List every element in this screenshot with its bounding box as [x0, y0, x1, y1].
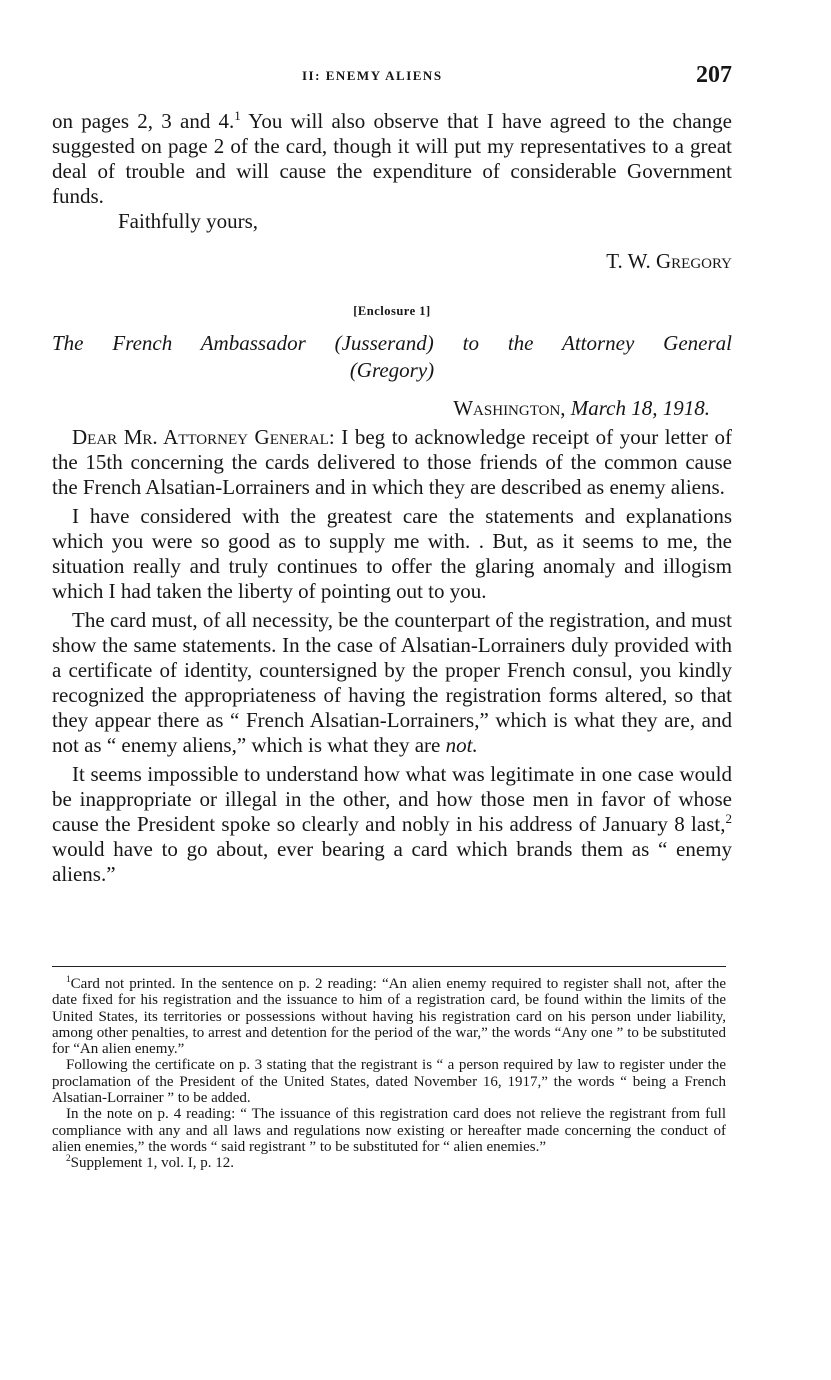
dateline	[52, 396, 732, 421]
running-head: II: ENEMY ALIENS	[302, 68, 443, 83]
footnotes	[52, 976, 726, 1172]
signature	[52, 249, 732, 274]
paragraph-text: would have to go about, ever bearing a card which brands them as “ enemy aliens.”	[52, 837, 732, 886]
complimentary-close: Faithfully yours,	[118, 209, 258, 233]
letter-title-line-2: (Gregory)	[349, 358, 435, 382]
letter-title-line-1: The French Ambassador (Jusserand) to the Attorney General	[52, 331, 732, 355]
footnote-mark-1: 1	[66, 975, 71, 985]
paragraph-1	[52, 425, 732, 500]
paragraph-text: It seems impossible to understand how what was legitimate in one case would be inappropriate or illegal in the other, and how those men in favor of whose cause the President spoke so clearly and nobly in his address of January 8 last,	[52, 762, 732, 836]
footnote-text: Supplement 1, vol. I, p. 12.	[70, 1155, 234, 1172]
salutation: Dear Mr. Attorney General:	[72, 425, 335, 449]
paragraph-text: The card must, of all necessity, be the counterpart of the registration, and must show the same statements. In the case of Alsatian-Lorrainers duly provided with a certificate of identity, countersigned by the proper French consul, you kindly recognized the appropriateness of having the registration forms altered, so that they appear there as “ French Alsatian-Lorrainers,” which is what they are, and not as “ enemy aliens,” which is what they are	[52, 608, 732, 757]
footnote-1-note: In the note on p. 4 reading: “ The issuance of this registration card does not relieve the registrant from full compliance with any and all laws and regulations now existing or hereafter made concerning the conduct of alien enemies,” the words “ said registrant ” to be substituted for “ alien enemies.”	[52, 1106, 726, 1155]
letter-title	[52, 330, 732, 384]
emphasis-not: not.	[445, 733, 478, 757]
dateline-date: March 18, 1918.	[570, 396, 710, 420]
footnote-1-continued: Following the certificate on p. 3 stating that the registrant is “ a person required by law to register under the proclamation of the President of the United States, dated November 16, 1917,” the words “ being a French Alsatian-Lorrainer ” to be added.	[52, 1057, 726, 1107]
page-header	[52, 62, 732, 94]
paragraph-text: on pages 2, 3 and 4.	[52, 109, 235, 133]
continuation-paragraph	[52, 109, 732, 209]
footnote-1	[52, 976, 726, 1057]
paragraph-text: You will also observe that I have agreed to the change suggested on page 2 of the card, though it will put my representatives to a great deal of trouble and will cause the expenditure of considerable Government funds.	[52, 109, 732, 208]
footnote-text: Card not printed. In the sentence on p. 2 reading: “An alien enemy required to register shall not, after the date fixed for his registration and the issuance to him of a registration card, be found within the limits of the United States, its territories or possessions without having his registration card on his person under liability, among other penalties, to arrest and detention for the period of the war,” the words “Any one ” to be substituted for “An alien enemy.”	[52, 976, 726, 1058]
paragraph-2: I have considered with the greatest care the statements and explanations which you were so good as to supply me with. . But, as it seems to me, the situation really and truly continues to offer the glaring anomaly and illogism which I had taken the liberty of pointing out to you.	[52, 504, 732, 603]
footnote-2	[52, 1155, 726, 1171]
footnote-rule	[52, 966, 726, 967]
footnote-ref-2: 2	[725, 811, 732, 826]
paragraph-4	[52, 762, 732, 887]
page-number: 207	[696, 62, 732, 88]
signature-name: Gregory	[655, 249, 732, 273]
main-text	[52, 109, 732, 887]
footnote-ref-1: 1	[234, 108, 241, 123]
paragraph-text: I beg to acknowledge receipt of your letter of the 15th concerning the cards delivered to those friends of the common cause the French Alsatian-Lorrainers and in which they are described as enemy aliens.	[52, 425, 732, 499]
footnote-mark-2: 2	[66, 1154, 71, 1165]
paragraph-3	[52, 608, 732, 758]
dateline-place: Washington,	[453, 396, 566, 420]
signature-initials: T. W.	[606, 249, 656, 273]
enclosure-label: [Enclosure 1]	[353, 304, 431, 318]
